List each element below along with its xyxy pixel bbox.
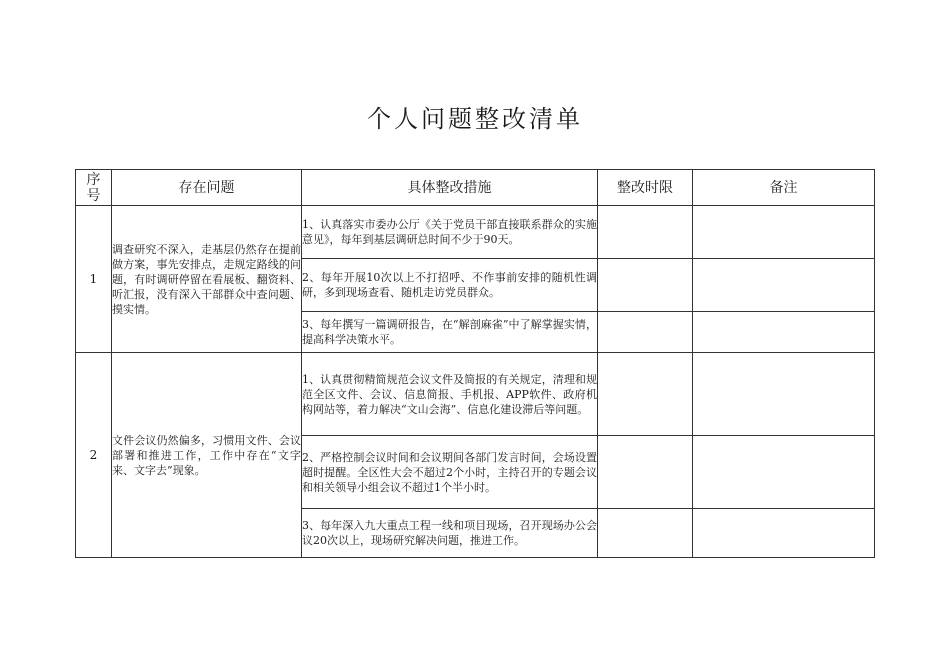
remark-cell — [693, 206, 875, 259]
deadline-cell — [598, 206, 693, 259]
rectification-table — [75, 169, 875, 558]
header-measures: 具体整改措施 — [302, 170, 598, 206]
deadline-cell — [598, 259, 693, 312]
measure-cell: 1、认真落实市委办公厅《关于党员干部直接联系群众的实施意见》，每年到基层调研总时间不少于90天。 — [302, 206, 598, 259]
measure-cell: 2、每年开展10次以上不打招呼、不作事前安排的随机性调研，多到现场查看、随机走访党员群众。 — [302, 259, 598, 312]
header-remark: 备注 — [693, 170, 875, 206]
header-issue: 存在问题 — [112, 170, 302, 206]
row-number: 2 — [76, 353, 112, 558]
issue-cell: 文件会议仍然偏多，习惯用文件、会议部署和推进工作，工作中存在“文字来、文字去”现象。 — [112, 353, 302, 558]
measure-cell: 3、每年撰写一篇调研报告，在“解剖麻雀”中了解掌握实情，提高科学决策水平。 — [302, 312, 598, 353]
header-no: 序号 — [76, 170, 112, 206]
remark-cell — [693, 312, 875, 353]
deadline-cell — [598, 509, 693, 558]
row-number: 1 — [76, 206, 112, 353]
measure-cell: 2、严格控制会议时间和会议期间各部门发言时间，会场设置超时提醒。全区性大会不超过2个小时，主持召开的专题会议和相关领导小组会议不超过1个半小时。 — [302, 436, 598, 509]
header-deadline: 整改时限 — [598, 170, 693, 206]
table-row — [76, 353, 875, 436]
remark-cell — [693, 353, 875, 436]
deadline-cell — [598, 353, 693, 436]
deadline-cell — [598, 312, 693, 353]
issue-cell: 调查研究不深入，走基层仍然存在提前做方案，事先安排点，走规定路线的问题，有时调研停留在看展板、翻资料、听汇报，没有深入干部群众中查问题、摸实情。 — [112, 206, 302, 353]
table-row — [76, 206, 875, 259]
measure-cell: 1、认真贯彻精简规范会议文件及简报的有关规定，清理和规范全区文件、会议、信息简报、手机报、APP软件、政府机构网站等，着力解决“文山会海”、信息化建设滞后等问题。 — [302, 353, 598, 436]
deadline-cell — [598, 436, 693, 509]
remark-cell — [693, 436, 875, 509]
remark-cell — [693, 259, 875, 312]
remark-cell — [693, 509, 875, 558]
table-header-row — [76, 170, 875, 206]
page-title: 个人问题整改清单 — [367, 105, 583, 133]
measure-cell: 3、每年深入九大重点工程一线和项目现场，召开现场办公会议20次以上，现场研究解决问题，推进工作。 — [302, 509, 598, 558]
